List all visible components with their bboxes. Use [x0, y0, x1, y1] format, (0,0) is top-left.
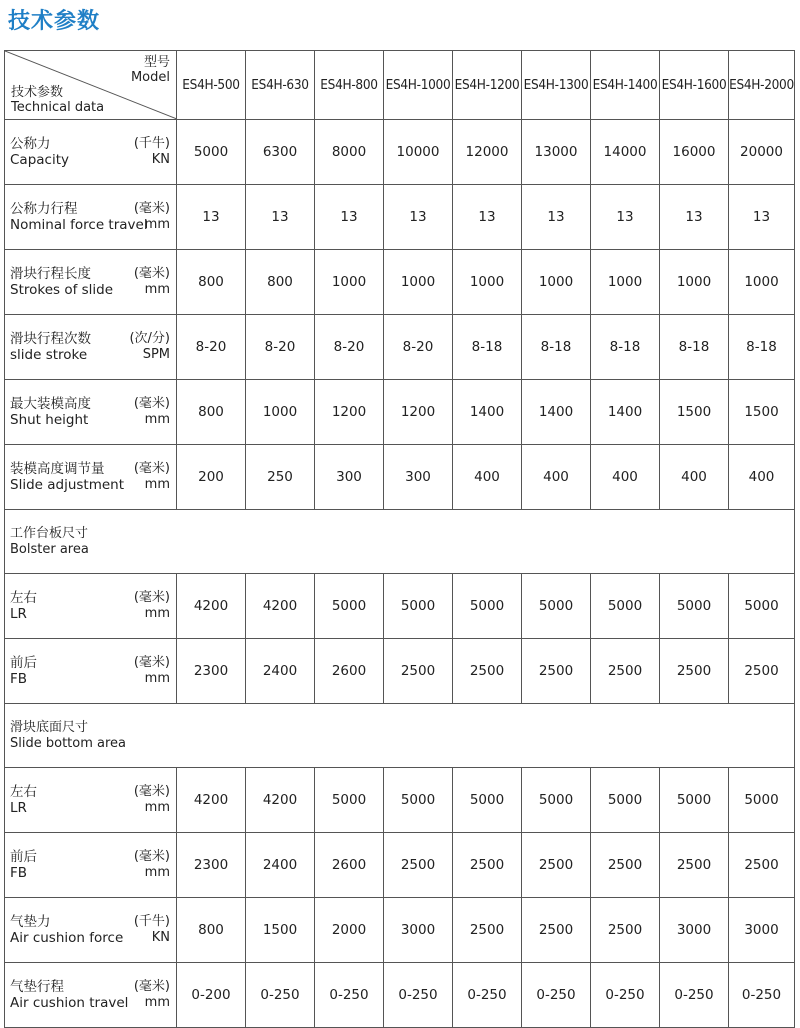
row-unit-en: mm — [144, 412, 170, 427]
row-unit-cn: (次/分) — [129, 331, 170, 346]
value-cell: 4200 — [177, 574, 246, 639]
value-cell: 8-20 — [315, 315, 384, 380]
value-cell: 2500 — [522, 639, 591, 704]
model-header: ES4H-500 — [177, 51, 246, 120]
value-cell: 2500 — [453, 833, 522, 898]
row-unit — [134, 461, 170, 493]
model-header: ES4H-1300 — [522, 51, 591, 120]
value-cell: 13 — [384, 185, 453, 250]
value-cell: 400 — [453, 445, 522, 510]
value-cell: 6300 — [246, 120, 315, 185]
row-label-cell — [5, 380, 177, 445]
row-label-cell — [5, 574, 177, 639]
value-cell: 5000 — [522, 768, 591, 833]
row-unit — [134, 849, 170, 881]
value-cell: 8-18 — [453, 315, 522, 380]
row-unit-en: mm — [144, 671, 170, 686]
value-cell: 0-250 — [315, 963, 384, 1028]
value-cell: 0-250 — [384, 963, 453, 1028]
value-cell: 800 — [177, 898, 246, 963]
corner-model-cn: 型号 — [143, 55, 170, 70]
value-cell: 8-18 — [660, 315, 729, 380]
row-label — [10, 914, 123, 946]
row-label-cn: 公称力行程 — [10, 201, 78, 217]
row-label-cn: 最大装模高度 — [10, 396, 91, 412]
row-nominal-travel — [5, 185, 795, 250]
value-cell: 800 — [246, 250, 315, 315]
row-unit — [129, 331, 170, 363]
row-bolster-lr — [5, 574, 795, 639]
value-cell: 1400 — [591, 380, 660, 445]
row-unit-cn: (毫米) — [133, 784, 170, 799]
row-label — [10, 266, 113, 298]
value-cell: 400 — [729, 445, 795, 510]
row-capacity — [5, 120, 795, 185]
model-header: ES4H-1200 — [453, 51, 522, 120]
value-cell: 1000 — [315, 250, 384, 315]
value-cell: 0-250 — [246, 963, 315, 1028]
spec-table — [4, 50, 795, 1028]
value-cell: 2500 — [522, 833, 591, 898]
row-slide-stroke — [5, 315, 795, 380]
row-label — [10, 136, 69, 168]
value-cell: 800 — [177, 380, 246, 445]
corner-model-en: Model — [130, 70, 170, 85]
row-label-en: LR — [10, 800, 27, 816]
value-cell: 8-18 — [591, 315, 660, 380]
model-header: ES4H-2000 — [729, 51, 795, 120]
row-label — [10, 590, 37, 622]
value-cell: 2500 — [453, 639, 522, 704]
row-cushion-force — [5, 898, 795, 963]
row-label — [10, 201, 148, 233]
value-cell: 300 — [384, 445, 453, 510]
row-unit-cn: (毫米) — [133, 849, 170, 864]
row-label-cell — [5, 898, 177, 963]
row-label-cell — [5, 445, 177, 510]
row-label-cn: 装模高度调节量 — [10, 461, 105, 477]
value-cell: 8000 — [315, 120, 384, 185]
row-unit — [134, 396, 170, 428]
value-cell: 0-250 — [522, 963, 591, 1028]
value-cell: 2500 — [384, 833, 453, 898]
value-cell: 10000 — [384, 120, 453, 185]
value-cell: 3000 — [729, 898, 795, 963]
value-cell: 13000 — [522, 120, 591, 185]
value-cell: 4200 — [246, 768, 315, 833]
value-cell: 1500 — [729, 380, 795, 445]
value-cell: 1200 — [315, 380, 384, 445]
row-unit-cn: (毫米) — [133, 461, 170, 476]
row-label-en: Slide adjustment — [10, 477, 125, 493]
value-cell: 0-250 — [591, 963, 660, 1028]
row-unit — [134, 914, 170, 946]
row-label — [10, 396, 91, 428]
page-title: 技术参数 — [8, 9, 101, 34]
value-cell: 1000 — [660, 250, 729, 315]
value-cell: 5000 — [453, 768, 522, 833]
section-label-en: Bolster area — [10, 541, 89, 557]
value-cell: 2400 — [246, 833, 315, 898]
value-cell: 5000 — [453, 574, 522, 639]
value-cell: 5000 — [384, 574, 453, 639]
row-bolster-area — [5, 510, 795, 574]
row-unit-en: mm — [144, 282, 170, 297]
value-cell: 12000 — [453, 120, 522, 185]
row-slide-area — [5, 704, 795, 768]
row-label-cn: 前后 — [10, 849, 37, 865]
corner-technical-en: Technical data — [11, 100, 105, 115]
row-label-cn: 气垫行程 — [10, 979, 64, 995]
value-cell: 1000 — [384, 250, 453, 315]
value-cell: 4200 — [246, 574, 315, 639]
row-label-cell — [5, 833, 177, 898]
value-cell: 300 — [315, 445, 384, 510]
row-unit — [134, 136, 170, 168]
row-shut-height — [5, 380, 795, 445]
row-unit-en: mm — [144, 606, 170, 621]
corner-technical-cn: 技术参数 — [11, 85, 64, 100]
row-unit-cn: (千牛) — [133, 914, 170, 929]
value-cell: 8-18 — [729, 315, 795, 380]
row-unit-en: mm — [144, 477, 170, 492]
value-cell: 2500 — [384, 639, 453, 704]
value-cell: 13 — [522, 185, 591, 250]
value-cell: 1500 — [660, 380, 729, 445]
value-cell: 20000 — [729, 120, 795, 185]
value-cell: 4200 — [177, 768, 246, 833]
value-cell: 5000 — [729, 768, 795, 833]
value-cell: 13 — [315, 185, 384, 250]
value-cell: 5000 — [384, 768, 453, 833]
row-label-cn: 左右 — [10, 590, 37, 606]
row-label-en: Strokes of slide — [10, 282, 114, 298]
row-label-cell — [5, 639, 177, 704]
value-cell: 5000 — [660, 768, 729, 833]
model-header: ES4H-630 — [246, 51, 315, 120]
value-cell: 5000 — [591, 574, 660, 639]
value-cell: 2500 — [729, 639, 795, 704]
value-cell: 2500 — [591, 898, 660, 963]
row-label — [10, 784, 37, 816]
value-cell: 1200 — [384, 380, 453, 445]
row-label-en: Capacity — [10, 152, 69, 168]
value-cell: 5000 — [660, 574, 729, 639]
value-cell: 13 — [246, 185, 315, 250]
value-cell: 2500 — [660, 833, 729, 898]
row-bolster-fb — [5, 639, 795, 704]
value-cell: 13 — [177, 185, 246, 250]
row-label-cell — [5, 963, 177, 1028]
row-label-en: FB — [10, 671, 28, 687]
row-label-en: slide stroke — [10, 347, 88, 363]
value-cell: 14000 — [591, 120, 660, 185]
value-cell: 400 — [522, 445, 591, 510]
corner-technical-label — [11, 85, 104, 115]
row-label-cell — [5, 120, 177, 185]
value-cell: 200 — [177, 445, 246, 510]
value-cell: 2000 — [315, 898, 384, 963]
value-cell: 5000 — [315, 768, 384, 833]
value-cell: 2500 — [729, 833, 795, 898]
section-label — [5, 704, 795, 768]
row-label-en: Nominal force travel — [10, 217, 148, 233]
model-header: ES4H-1000 — [384, 51, 453, 120]
row-strokes — [5, 250, 795, 315]
row-unit — [134, 266, 170, 298]
row-label — [10, 849, 37, 881]
value-cell: 2300 — [177, 833, 246, 898]
row-unit-en: mm — [144, 217, 170, 232]
row-unit-cn: (毫米) — [133, 590, 170, 605]
row-slide-lr — [5, 768, 795, 833]
row-label-cn: 前后 — [10, 655, 37, 671]
row-slide-adjust — [5, 445, 795, 510]
value-cell: 5000 — [177, 120, 246, 185]
model-header: ES4H-1600 — [660, 51, 729, 120]
value-cell: 2300 — [177, 639, 246, 704]
row-label-cn: 左右 — [10, 784, 37, 800]
row-unit-cn: (毫米) — [133, 201, 170, 216]
corner-model-label — [131, 55, 170, 85]
row-label-en: Shut height — [10, 412, 89, 428]
header-row — [5, 51, 795, 120]
value-cell: 2500 — [591, 833, 660, 898]
value-cell: 0-250 — [729, 963, 795, 1028]
corner-cell — [5, 51, 177, 120]
model-header: ES4H-1400 — [591, 51, 660, 120]
row-slide-fb — [5, 833, 795, 898]
row-label-cell — [5, 768, 177, 833]
row-unit — [134, 655, 170, 687]
value-cell: 13 — [453, 185, 522, 250]
value-cell: 1000 — [246, 380, 315, 445]
row-unit — [134, 784, 170, 816]
value-cell: 3000 — [660, 898, 729, 963]
row-label-cn: 滑块行程长度 — [10, 266, 91, 282]
row-label-en: FB — [10, 865, 28, 881]
value-cell: 2500 — [591, 639, 660, 704]
row-label-cn: 气垫力 — [10, 914, 51, 930]
row-label — [10, 461, 124, 493]
row-unit-cn: (千牛) — [133, 136, 170, 151]
row-cushion-travel — [5, 963, 795, 1028]
row-label-cn: 滑块行程次数 — [10, 331, 91, 347]
row-label-en: Air cushion force — [10, 930, 124, 946]
value-cell: 1500 — [246, 898, 315, 963]
value-cell: 8-20 — [384, 315, 453, 380]
value-cell: 5000 — [729, 574, 795, 639]
value-cell: 2500 — [453, 898, 522, 963]
value-cell: 5000 — [315, 574, 384, 639]
value-cell: 1400 — [453, 380, 522, 445]
section-label-cn: 工作台板尺寸 — [10, 525, 89, 541]
value-cell: 13 — [729, 185, 795, 250]
value-cell: 13 — [591, 185, 660, 250]
row-unit-en: KN — [151, 930, 170, 945]
row-unit-cn: (毫米) — [133, 979, 170, 994]
row-unit-en: mm — [144, 995, 170, 1010]
value-cell: 5000 — [591, 768, 660, 833]
section-label — [5, 510, 795, 574]
row-unit-en: KN — [151, 152, 170, 167]
value-cell: 1000 — [591, 250, 660, 315]
value-cell: 400 — [591, 445, 660, 510]
row-unit-cn: (毫米) — [133, 266, 170, 281]
value-cell: 800 — [177, 250, 246, 315]
value-cell: 0-250 — [453, 963, 522, 1028]
row-label-cn: 公称力 — [10, 136, 51, 152]
row-unit-en: SPM — [142, 347, 170, 362]
value-cell: 2400 — [246, 639, 315, 704]
row-label-cell — [5, 185, 177, 250]
row-unit — [134, 590, 170, 622]
value-cell: 16000 — [660, 120, 729, 185]
value-cell: 1400 — [522, 380, 591, 445]
value-cell: 8-20 — [246, 315, 315, 380]
value-cell: 2500 — [660, 639, 729, 704]
row-label — [10, 331, 91, 363]
row-label-cell — [5, 315, 177, 380]
row-unit-en: mm — [144, 800, 170, 815]
model-header: ES4H-800 — [315, 51, 384, 120]
value-cell: 8-18 — [522, 315, 591, 380]
section-label-cn: 滑块底面尺寸 — [10, 719, 89, 735]
value-cell: 2600 — [315, 639, 384, 704]
row-unit-cn: (毫米) — [133, 655, 170, 670]
row-label-cell — [5, 250, 177, 315]
value-cell: 2500 — [522, 898, 591, 963]
value-cell: 1000 — [729, 250, 795, 315]
value-cell: 400 — [660, 445, 729, 510]
value-cell: 3000 — [384, 898, 453, 963]
value-cell: 2600 — [315, 833, 384, 898]
row-unit-cn: (毫米) — [133, 396, 170, 411]
value-cell: 0-200 — [177, 963, 246, 1028]
value-cell: 8-20 — [177, 315, 246, 380]
row-unit-en: mm — [144, 865, 170, 880]
value-cell: 1000 — [522, 250, 591, 315]
row-label — [10, 979, 128, 1011]
value-cell: 1000 — [453, 250, 522, 315]
value-cell: 13 — [660, 185, 729, 250]
row-label — [10, 655, 37, 687]
row-unit — [134, 201, 170, 233]
section-label-en: Slide bottom area — [10, 735, 126, 751]
row-unit — [134, 979, 170, 1011]
row-label-en: LR — [10, 606, 27, 622]
row-label-en: Air cushion travel — [10, 995, 129, 1011]
value-cell: 250 — [246, 445, 315, 510]
value-cell: 0-250 — [660, 963, 729, 1028]
value-cell: 5000 — [522, 574, 591, 639]
